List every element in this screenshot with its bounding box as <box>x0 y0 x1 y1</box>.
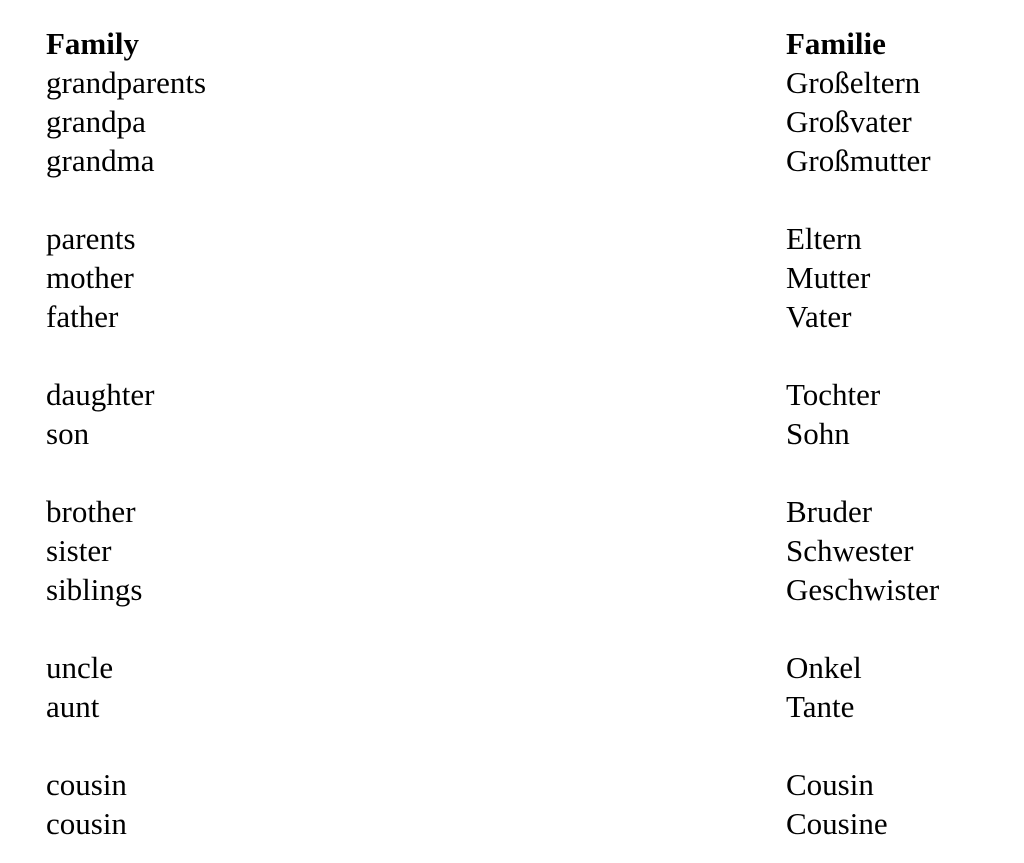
group-spacer <box>0 726 1024 765</box>
english-word: son <box>46 416 90 451</box>
vocab-row <box>0 219 1024 258</box>
group-spacer <box>0 453 1024 492</box>
english-word: father <box>46 299 119 334</box>
german-word: Cousin <box>786 767 874 802</box>
english-word: parents <box>46 221 136 256</box>
vocabulary-list <box>0 24 1024 843</box>
english-word: grandparents <box>46 65 207 100</box>
english-heading: Family <box>46 26 139 61</box>
group-spacer <box>0 336 1024 375</box>
vocab-row <box>0 375 1024 414</box>
vocab-row <box>0 258 1024 297</box>
vocab-row <box>0 492 1024 531</box>
english-word: siblings <box>46 572 143 607</box>
vocab-row <box>0 141 1024 180</box>
english-word: aunt <box>46 689 100 724</box>
english-word: uncle <box>46 650 114 685</box>
english-word: daughter <box>46 377 155 412</box>
vocab-row <box>0 687 1024 726</box>
vocab-row <box>0 804 1024 843</box>
german-word: Großmutter <box>786 143 931 178</box>
german-heading: Familie <box>786 26 886 61</box>
german-word: Tochter <box>786 377 881 412</box>
vocab-row <box>0 570 1024 609</box>
vocab-row <box>0 102 1024 141</box>
german-word: Tante <box>786 689 855 724</box>
german-word: Großeltern <box>786 65 921 100</box>
vocab-row <box>0 414 1024 453</box>
german-word: Onkel <box>786 650 862 685</box>
vocabulary-groups <box>0 63 1024 843</box>
vocab-row <box>0 648 1024 687</box>
vocab-row <box>0 531 1024 570</box>
german-word: Geschwister <box>786 572 940 607</box>
group-spacer <box>0 609 1024 648</box>
english-word: sister <box>46 533 112 568</box>
vocab-row <box>0 297 1024 336</box>
header-row <box>0 24 1024 63</box>
german-word: Bruder <box>786 494 873 529</box>
english-word: grandma <box>46 143 155 178</box>
english-word: brother <box>46 494 136 529</box>
english-word: mother <box>46 260 134 295</box>
german-word: Vater <box>786 299 852 334</box>
german-word: Schwester <box>786 533 914 568</box>
german-word: Großvater <box>786 104 912 139</box>
english-word: cousin <box>46 767 127 802</box>
group-spacer <box>0 180 1024 219</box>
german-word: Mutter <box>786 260 871 295</box>
english-word: cousin <box>46 806 127 841</box>
vocab-row <box>0 63 1024 102</box>
german-word: Eltern <box>786 221 862 256</box>
english-word: grandpa <box>46 104 146 139</box>
german-word: Sohn <box>786 416 850 451</box>
vocab-row <box>0 765 1024 804</box>
german-word: Cousine <box>786 806 888 841</box>
